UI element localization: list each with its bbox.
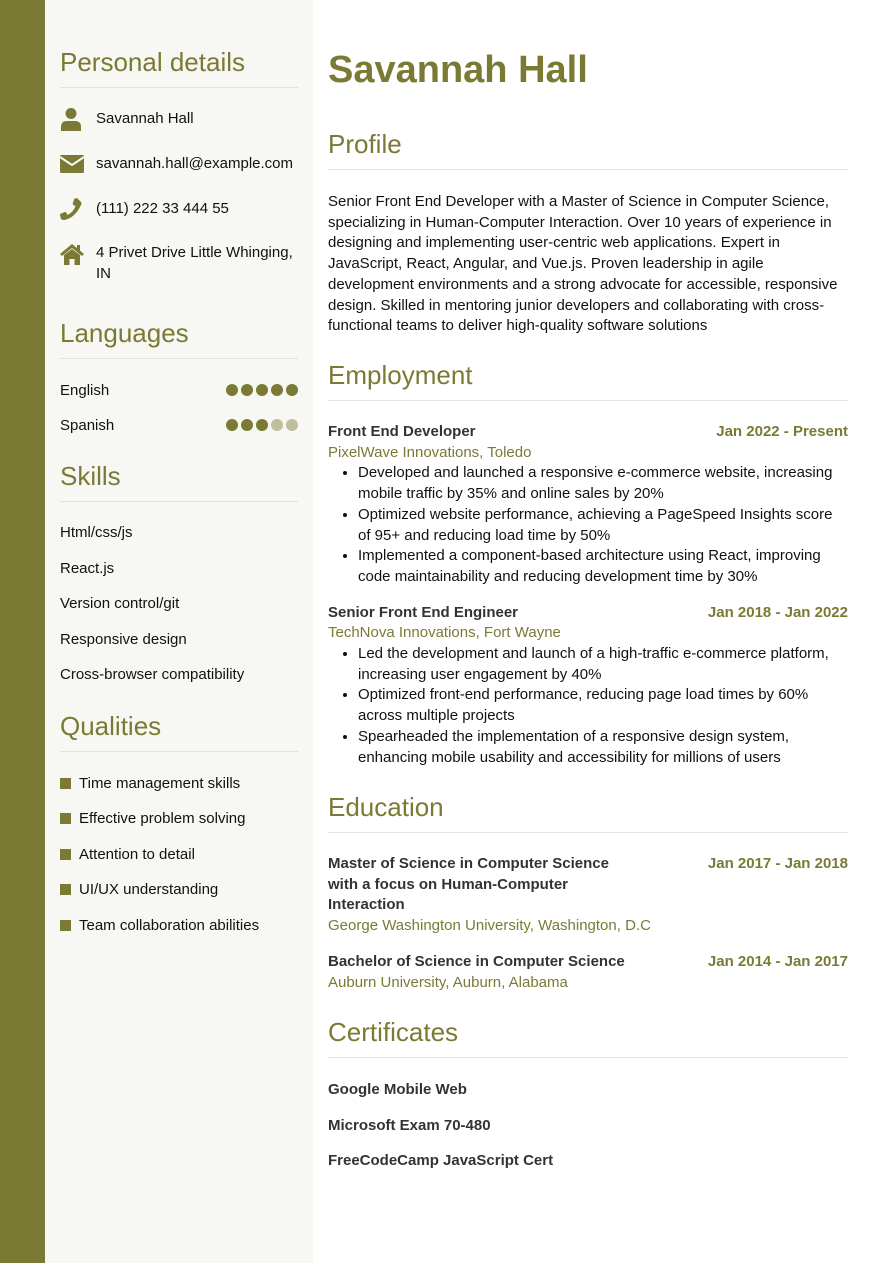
job-dates: Jan 2022 - Present bbox=[716, 423, 848, 440]
education-dates: Jan 2017 - Jan 2018 bbox=[707, 855, 848, 872]
job-bullet: • Led the development and launch of a high-traffic e-commerce platform, increasing user engagement by 40% bbox=[358, 644, 848, 685]
quality-item bbox=[60, 915, 298, 935]
skill-item: Html/css/js bbox=[60, 524, 133, 541]
quality-item bbox=[60, 880, 298, 900]
divider bbox=[60, 501, 298, 502]
job-company: TechNova Innovations, Fort Wayne bbox=[328, 624, 561, 642]
language-name: Spanish bbox=[60, 416, 115, 434]
qualities-list bbox=[60, 773, 298, 935]
job-bullets bbox=[328, 463, 848, 587]
section-title: Profile bbox=[328, 129, 402, 159]
divider bbox=[328, 1057, 848, 1058]
job-entry bbox=[328, 422, 848, 588]
contact-row bbox=[60, 242, 298, 284]
contact-name: Savannah Hall bbox=[96, 110, 194, 127]
certificate-item: FreeCodeCamp JavaScript Cert bbox=[328, 1152, 554, 1169]
job-bullet: • Developed and launched a responsive e-commerce website, increasing mobile traffic by 35% and online sales by 20% bbox=[358, 463, 848, 504]
section-title: Employment bbox=[328, 360, 473, 390]
language-row bbox=[60, 415, 298, 435]
job-bullet: • Implemented a component-based architecture using React, improving code maintainability and reducing development time by 30% bbox=[358, 546, 848, 587]
user-icon bbox=[60, 107, 96, 131]
divider bbox=[60, 358, 298, 359]
contact-row bbox=[60, 197, 298, 221]
qualities-section bbox=[60, 711, 298, 752]
envelope-icon bbox=[60, 152, 96, 176]
home-icon bbox=[60, 242, 96, 266]
section-title: Education bbox=[328, 792, 444, 822]
contact-email[interactable]: savannah.hall@example.com bbox=[96, 155, 293, 172]
education-section bbox=[328, 792, 848, 993]
contact-row bbox=[60, 152, 298, 176]
job-entry bbox=[328, 603, 848, 769]
level-dot bbox=[286, 384, 298, 396]
divider bbox=[60, 751, 298, 752]
quality-label: Effective problem solving bbox=[79, 810, 246, 827]
job-bullet: • Optimized front-end performance, reducing page load times by 60% across multiple projects bbox=[358, 685, 848, 726]
divider bbox=[60, 87, 298, 88]
section-title: Personal details bbox=[60, 47, 245, 77]
level-dot bbox=[241, 384, 253, 396]
job-title: Front End Developer bbox=[328, 423, 476, 440]
skill-item: Responsive design bbox=[60, 630, 187, 648]
language-level-dots bbox=[226, 419, 298, 431]
divider bbox=[328, 400, 848, 401]
job-company: PixelWave Innovations, Toledo bbox=[328, 443, 532, 461]
phone-icon bbox=[60, 197, 96, 221]
section-title: Certificates bbox=[328, 1017, 459, 1047]
level-dot bbox=[226, 419, 238, 431]
level-dot bbox=[256, 419, 268, 431]
section-title: Skills bbox=[60, 461, 121, 491]
employment-section bbox=[328, 360, 848, 768]
divider bbox=[328, 169, 848, 170]
level-dot bbox=[271, 419, 283, 431]
education-entry bbox=[328, 854, 848, 937]
quality-item bbox=[60, 809, 298, 829]
contact-address: 4 Privet Drive Little Whinging, IN bbox=[96, 244, 293, 282]
education-dates: Jan 2014 - Jan 2017 bbox=[707, 952, 848, 970]
skill-item: Cross-browser compatibility bbox=[60, 666, 245, 683]
level-dot bbox=[226, 384, 238, 396]
skill-item: Version control/git bbox=[60, 595, 180, 612]
quality-item bbox=[60, 773, 298, 793]
job-bullets bbox=[328, 644, 848, 768]
contact-row bbox=[60, 107, 298, 131]
quality-label: Time management skills bbox=[79, 774, 241, 792]
profile-section bbox=[328, 129, 848, 337]
square-bullet-icon bbox=[60, 849, 71, 860]
languages-section bbox=[60, 318, 298, 359]
skills-section bbox=[60, 461, 298, 502]
quality-label: Attention to detail bbox=[79, 845, 195, 863]
certificate-item: Google Mobile Web bbox=[328, 1081, 467, 1098]
level-dot bbox=[271, 384, 283, 396]
language-row bbox=[60, 380, 298, 400]
level-dot bbox=[256, 384, 268, 396]
education-entry bbox=[328, 952, 848, 993]
job-bullet: • Spearheaded the implementation of a responsive design system, enhancing mobile usability and accessibility for millions of users bbox=[358, 727, 848, 768]
contact-phone[interactable]: (111) 222 33 444 55 bbox=[96, 200, 229, 217]
degree-title: Master of Science in Computer Science with a focus on Human-Computer Interaction bbox=[328, 855, 609, 914]
job-dates: Jan 2018 - Jan 2022 bbox=[707, 603, 848, 621]
square-bullet-icon bbox=[60, 813, 71, 824]
school-name: George Washington University, Washington, D.C bbox=[328, 917, 651, 935]
language-name: English bbox=[60, 381, 110, 399]
section-title: Qualities bbox=[60, 711, 162, 741]
quality-label: UI/UX understanding bbox=[79, 881, 219, 898]
section-title: Languages bbox=[60, 318, 189, 348]
candidate-name: Savannah Hall bbox=[328, 49, 588, 91]
certificate-item: Microsoft Exam 70-480 bbox=[328, 1116, 491, 1134]
square-bullet-icon bbox=[60, 920, 71, 931]
profile-text: Senior Front End Developer with a Master of Science in Computer Science, specializing in Human-Computer Interaction. Over 10 years of experience in designing and implementing user-centric web applications. Expert in JavaScript, React, Angular, and Vue.js. Proven leadership in agile development environments and a strong advocate for accessible, responsive design. Skilled in mentoring junior developers and collaborating with cross-functional teams to deliver high-quality software solutions bbox=[328, 193, 838, 335]
certificates-list bbox=[328, 1080, 848, 1171]
accent-stripe bbox=[0, 0, 45, 1263]
level-dot bbox=[241, 419, 253, 431]
personal-details-section bbox=[60, 47, 298, 88]
quality-item bbox=[60, 844, 298, 864]
level-dot bbox=[286, 419, 298, 431]
skills-list bbox=[60, 523, 298, 685]
job-bullet: • Optimized website performance, achieving a PageSpeed Insights score of 95+ and reducing load time by 50% bbox=[358, 505, 848, 546]
sidebar bbox=[45, 0, 313, 1263]
skill-item: React.js bbox=[60, 559, 115, 577]
divider bbox=[328, 832, 848, 833]
language-level-dots bbox=[226, 384, 298, 396]
square-bullet-icon bbox=[60, 778, 71, 789]
school-name: Auburn University, Auburn, Alabama bbox=[328, 973, 568, 991]
degree-title: Bachelor of Science in Computer Science bbox=[328, 952, 625, 970]
certificates-section bbox=[328, 1017, 848, 1171]
square-bullet-icon bbox=[60, 884, 71, 895]
quality-label: Team collaboration abilities bbox=[79, 916, 260, 934]
job-title: Senior Front End Engineer bbox=[328, 603, 519, 621]
